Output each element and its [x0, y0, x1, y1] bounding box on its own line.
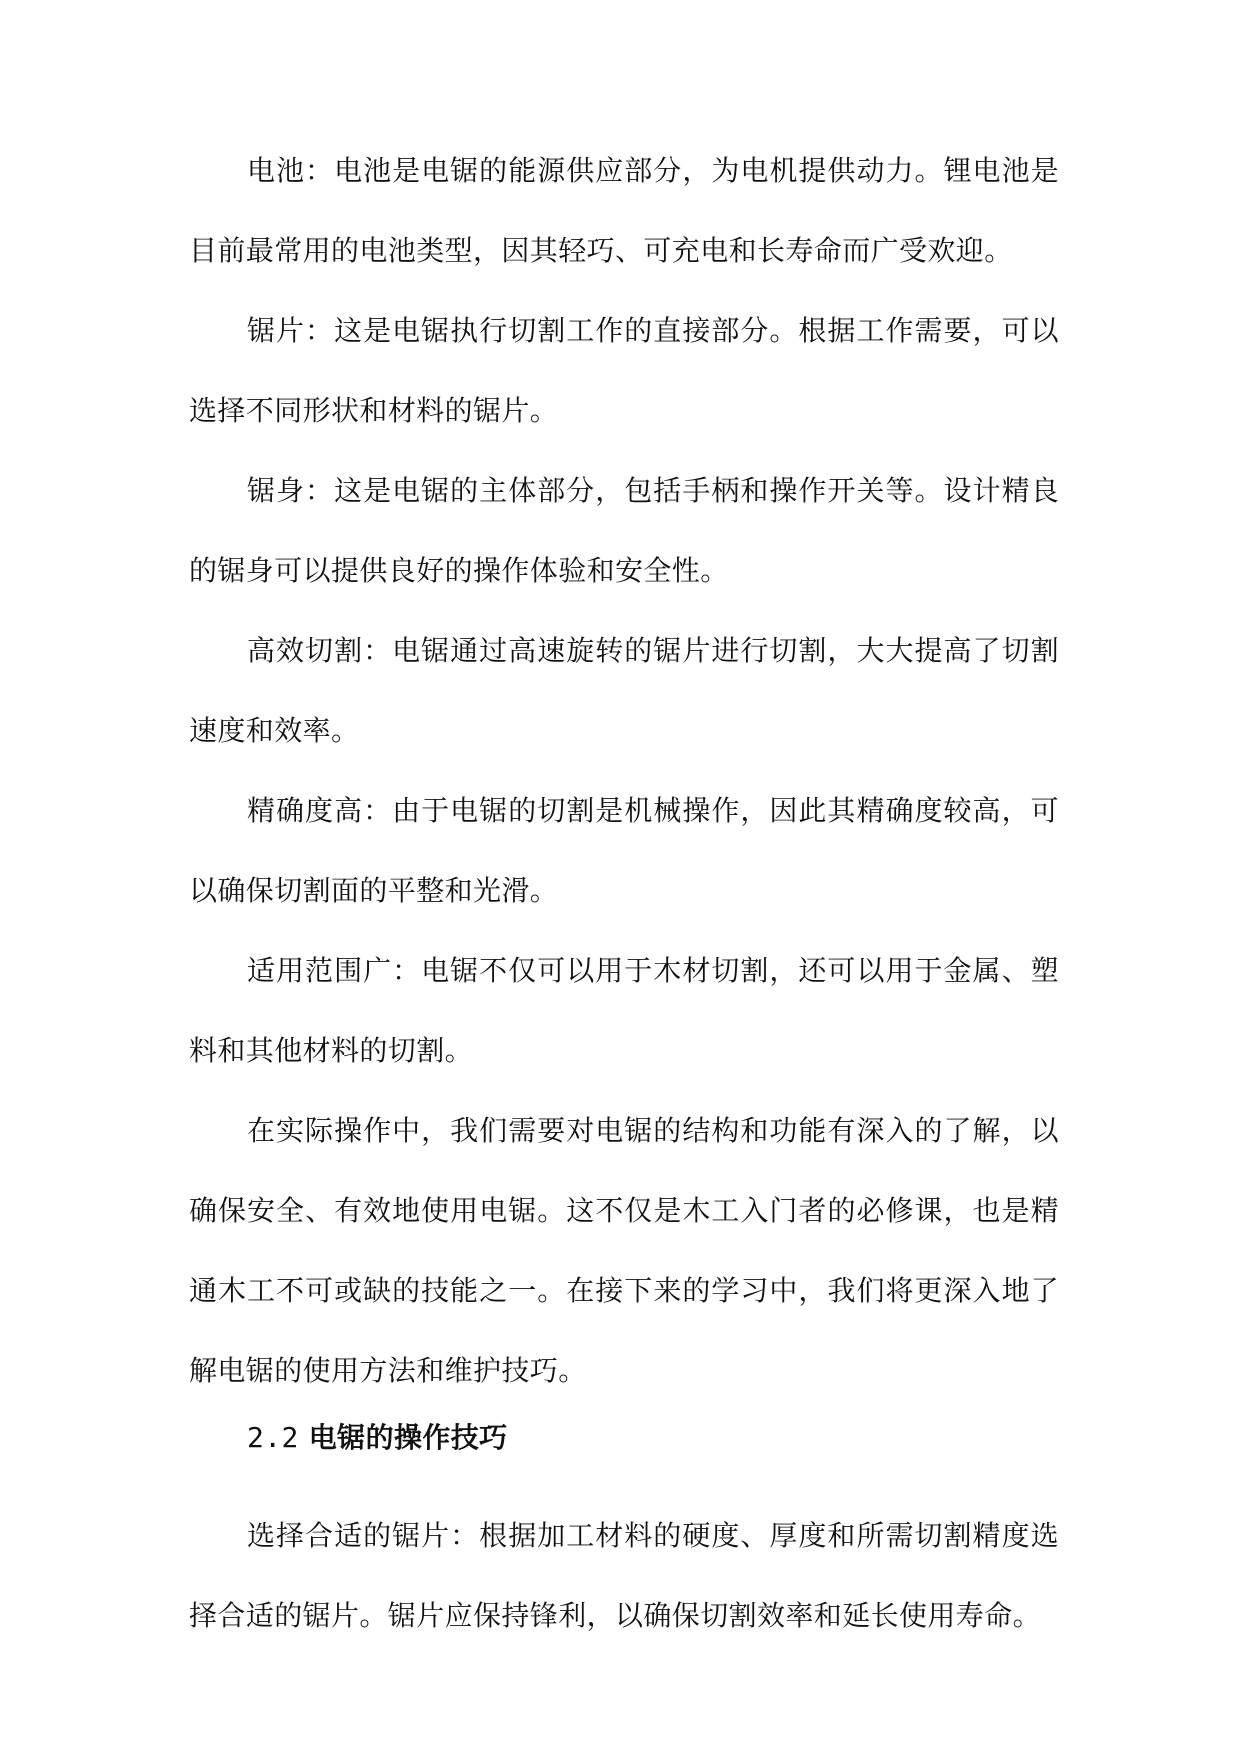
section-number: 2.2: [247, 1421, 299, 1454]
paragraph-efficient-cutting: 高效切割：电锯通过高速旋转的锯片进行切割，大大提高了切割速度和效率。: [189, 634, 1059, 747]
paragraph-choose-blade: 选择合适的锯片：根据加工材料的硬度、厚度和所需切割精度选择合适的锯片。锯片应保持锋利，以确保切割效率和延长使用寿命。: [189, 1519, 1059, 1632]
paragraph-practical-operation: 在实际操作中，我们需要对电锯的结构和功能有深入的了解，以确保安全、有效地使用电锯。这不仅是木工入门者的必修课，也是精通木工不可或缺的技能之一。在接下来的学习中，我们将更深入地了解电锯的使用方法和维护技巧。: [189, 1114, 1059, 1387]
paragraph-high-precision: 精确度高：由于电锯的切割是机械操作，因此其精确度较高，可以确保切割面的平整和光滑。: [189, 794, 1059, 907]
section-title: 电锯的操作技巧: [308, 1421, 508, 1454]
section-heading: [247, 1418, 1047, 1458]
paragraph-wide-application: 适用范围广：电锯不仅可以用于木材切割，还可以用于金属、塑料和其他材料的切割。: [189, 954, 1059, 1067]
paragraph-saw-body: 锯身：这是电锯的主体部分，包括手柄和操作开关等。设计精良的锯身可以提供良好的操作体验和安全性。: [189, 474, 1059, 587]
paragraph-saw-blade: 锯片：这是电锯执行切割工作的直接部分。根据工作需要，可以选择不同形状和材料的锯片。: [189, 314, 1059, 427]
paragraph-battery: 电池：电池是电锯的能源供应部分，为电机提供动力。锂电池是目前最常用的电池类型，因其轻巧、可充电和长寿命而广受欢迎。: [189, 154, 1059, 267]
